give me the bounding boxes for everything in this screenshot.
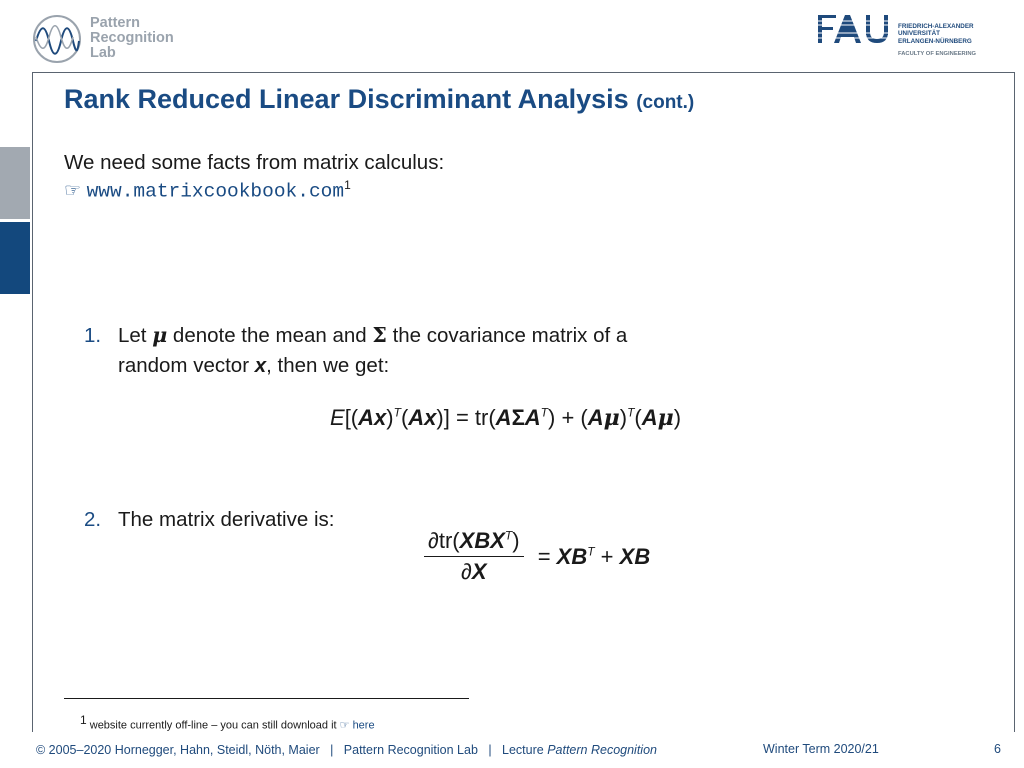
footnote-here-link[interactable]: here [352, 719, 375, 732]
list-item-number: 2. [84, 508, 102, 531]
item-text: random vector [118, 354, 255, 377]
item-text: Let [118, 324, 153, 347]
list-item-1 [84, 320, 627, 381]
fau-logo [818, 12, 1008, 62]
footnote-rule [64, 698, 469, 699]
footer-lecture-prefix: Lecture [502, 743, 548, 757]
derivative-fraction: $\frac{\partial tr(XBX^T)}{\partial X}$ [424, 528, 524, 585]
lab-logo-icon [32, 14, 82, 64]
list-item-number: 1. [84, 324, 102, 347]
pointing-hand-icon: ☞ [64, 180, 82, 202]
footer-separator: | [488, 743, 492, 757]
link-footnote-mark: 1 [344, 178, 351, 192]
footnote-text: website currently off-line – you can still download it [89, 719, 337, 732]
list-item-2 [84, 505, 334, 535]
item-text: The matrix derivative is: [118, 508, 335, 531]
lab-logo-line1: Pattern [90, 15, 140, 31]
cookbook-link-row [64, 178, 351, 203]
footnote-mark: 1 [80, 713, 87, 727]
fau-logo-icon [818, 12, 894, 46]
footer-lab: Pattern Recognition Lab [343, 743, 478, 757]
lab-logo-line3: Lab [90, 45, 116, 61]
slide-title-suffix: (cont.) [636, 92, 695, 113]
item-text: the covariance matrix of a [386, 324, 628, 347]
sidebar-marker-gray [0, 147, 30, 219]
expectation-formula: $E[(Ax)^T(Ax)] = tr(A\Sigma A^T) + (A\mu)^T(A\mu)$ [330, 405, 682, 431]
footer-copyright: © 2005–2020 Hornegger, Hahn, Steidl, Nöth, Maier [36, 743, 320, 757]
derivative-formula: $\frac{\partial tr(XBX^T)}{\partial X}$ = $XB^T$ + XB [424, 528, 650, 585]
footer [36, 743, 657, 757]
matrixcookbook-link[interactable]: www.matrixcookbook.com [86, 180, 345, 203]
footer-separator: | [330, 743, 334, 757]
slide-title-text: Rank Reduced Linear Discriminant Analysis [64, 84, 629, 114]
fau-faculty-name: FACULTY OF ENGINEERING [898, 51, 977, 57]
page-number: 6 [994, 742, 1001, 756]
sigma-symbol: Σ [372, 323, 387, 347]
pointing-hand-icon: ☞ [339, 719, 350, 732]
item-text: , then we get: [266, 354, 390, 377]
footer-term: Winter Term 2020/21 [763, 742, 879, 756]
footnote [80, 713, 375, 732]
pattern-recognition-lab-logo [32, 12, 202, 68]
footer-lecture: Pattern Recognition [547, 743, 657, 757]
sidebar-marker-blue [0, 222, 30, 294]
intro-text: We need some facts from matrix calculus: [64, 151, 445, 174]
item-text: denote the mean and [167, 324, 373, 347]
lab-logo-line2: Recognition [90, 30, 174, 46]
fau-university-name: FRIEDRICH-ALEXANDER UNIVERSITÄT ERLANGEN-NÜRNBERG [898, 23, 974, 45]
slide-title [64, 84, 694, 115]
mu-symbol: μ [152, 323, 168, 347]
x-symbol: x [254, 354, 267, 377]
